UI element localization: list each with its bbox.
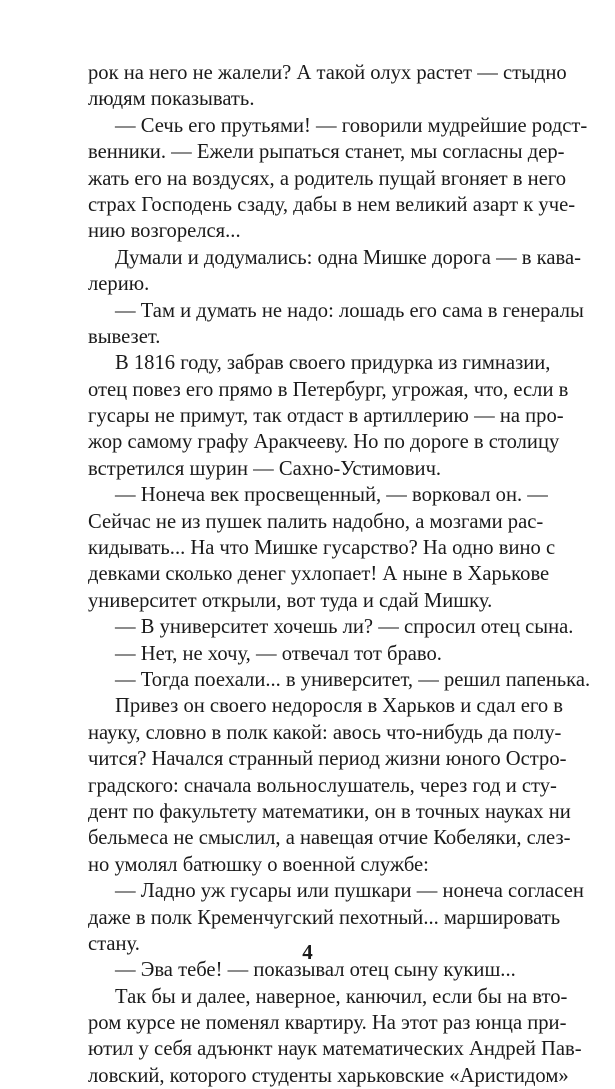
text-line: — Эва тебе! — показывал отец сыну кукиш... xyxy=(115,959,516,982)
text-line: чится? Начался странный период жизни юного Остро- xyxy=(88,748,567,771)
text-line: — Нонеча век просвещенный, — ворковал он. — xyxy=(115,484,548,507)
text-line: лерию. xyxy=(88,273,150,296)
text-line: людям показывать. xyxy=(88,88,255,111)
text-line: науку, словно в полк какой: авось что-нибудь да полу- xyxy=(88,721,562,744)
text-line: нию возгорелся... xyxy=(88,220,241,243)
body-text xyxy=(88,60,591,1089)
text-line: отец повез его прямо в Петербург, угрожая, что, если в xyxy=(88,378,569,401)
text-line: — Ладно уж гусары или пушкари — нонеча согласен xyxy=(115,880,584,903)
text-line: — Там и думать не надо: лошадь его сама в генералы xyxy=(115,299,584,322)
text-line: страх Господень сзаду, дабы в нем великий азарт к уче- xyxy=(88,193,576,216)
text-line: ютил у себя адъюнкт наук математических Андрей Пав- xyxy=(88,1038,582,1061)
text-line: но умолял батюшку о военной службе: xyxy=(88,853,429,876)
text-line: кидывать... На что Мишке гусарство? На одно вино с xyxy=(88,537,556,560)
text-line: Так бы и далее, наверное, канючил, если бы на вто- xyxy=(115,985,568,1008)
text-line: рок на него не жалели? А такой олух растет — стыдно xyxy=(88,62,567,84)
text-line: Думали и додумались: одна Мишке дорога — в кава- xyxy=(115,246,581,269)
text-line: даже в полк Кременчугский пехотный... маршировать xyxy=(88,906,561,929)
text-line: стану. xyxy=(88,932,140,955)
text-line: встретился шурин — Сахно-Устимович. xyxy=(88,457,442,480)
text-line: вывезет. xyxy=(88,325,161,348)
text-line: гусары не примут, так отдаст в артиллерию — на про- xyxy=(88,405,564,428)
text-line: бельмеса не смыслил, а навещая отчие Кобеляки, слез- xyxy=(88,827,571,850)
text-line: Привез он своего недоросля в Харьков и сдал его в xyxy=(115,695,564,718)
text-line: ром курсе не поменял квартиру. На этот раз юнца при- xyxy=(88,1012,567,1035)
text-line: — Нет, не хочу, — отвечал тот браво. xyxy=(115,642,442,665)
text-line: — Сечь его прутьями! — говорили мудрейшие родст- xyxy=(115,114,588,137)
text-line: дент по факультету математики, он в точных науках ни xyxy=(88,800,571,823)
text-line: — Тогда поехали... в университет, — решил папенька. xyxy=(115,668,591,691)
text-line: градского: сначала вольнослушатель, через год и сту- xyxy=(88,774,557,797)
text-line: — В университет хочешь ли? — спросил отец сына. xyxy=(115,616,574,639)
text-line: жать его на воздусях, а родитель пущай вгоняет в него xyxy=(88,167,567,190)
text-line: жор самому графу Аракчееву. Но по дороге в столицу xyxy=(88,431,560,454)
text-line: В 1816 году, забрав своего придурка из гимназии, xyxy=(115,352,551,375)
text-line: ловский, которого студенты харьковские «Аристидом» xyxy=(88,1064,569,1087)
text-line: венники. — Ежели рыпаться станет, мы согласны дер- xyxy=(88,141,565,164)
text-line: девками сколько денег ухлопает! А ныне в Харькове xyxy=(88,563,550,586)
text-line: университет открыли, вот туда и сдай Мишку. xyxy=(88,589,493,612)
text-line: Сейчас не из пушек палить надобно, а мозгами рас- xyxy=(88,510,544,533)
page-number: 4 xyxy=(302,940,313,964)
